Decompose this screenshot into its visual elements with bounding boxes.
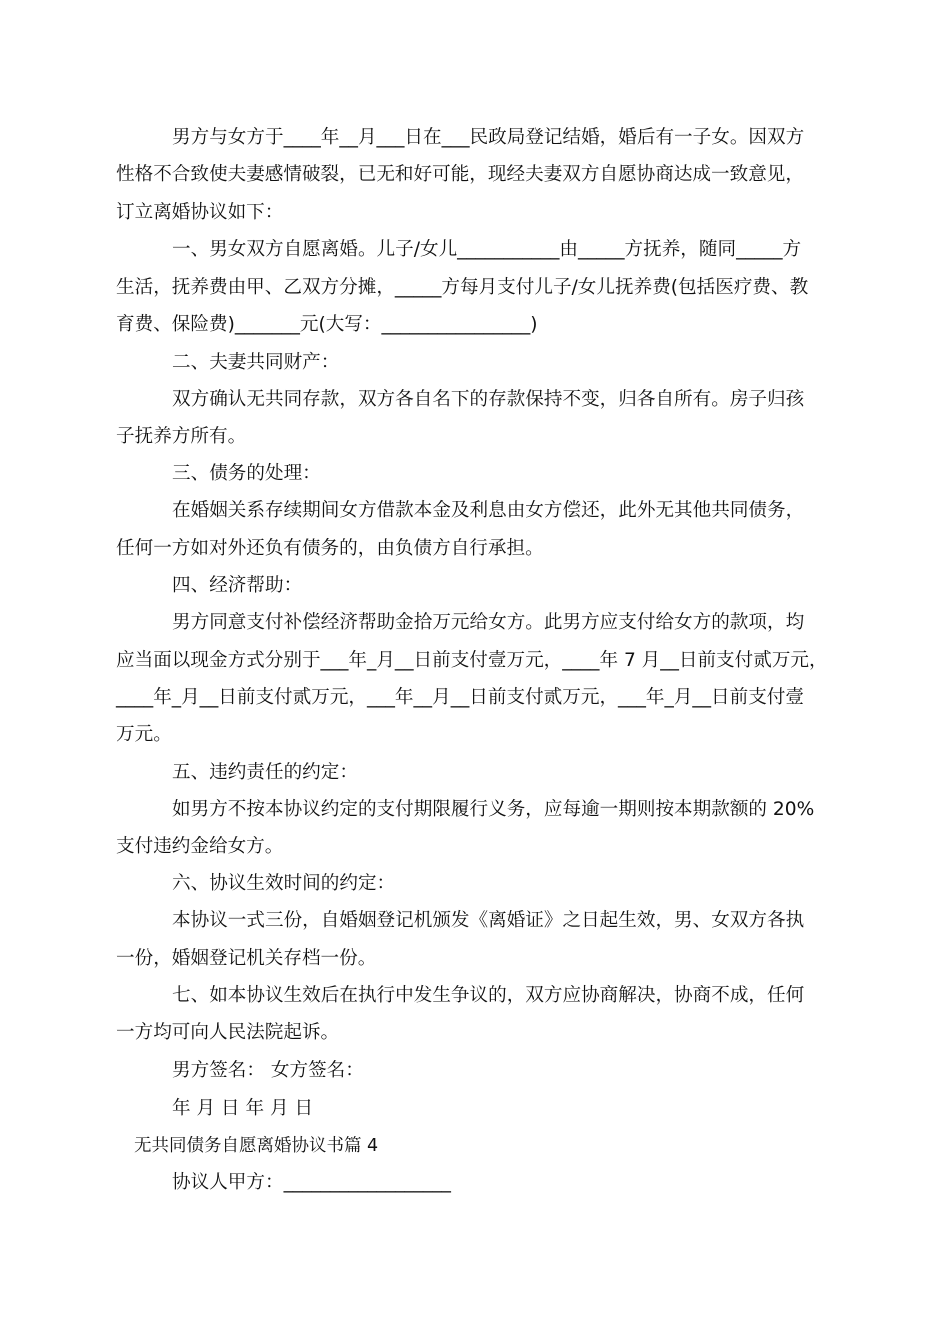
section-heading: 二、夫妻共同财产： bbox=[172, 352, 340, 373]
body-text-line: 任何一方如对外还负有债务的，由负债方自行承担。 bbox=[116, 538, 544, 559]
section-1-line: 一、男女双方自愿离婚。儿子/女儿___________由_____方抚养，随同_____方 bbox=[172, 239, 802, 260]
body-text-line: 万元。 bbox=[116, 724, 172, 745]
body-text-line: 订立离婚协议如下： bbox=[116, 202, 284, 223]
next-section-title: 无共同债务自愿离婚协议书篇 4 bbox=[134, 1136, 379, 1156]
body-text-line: 在婚姻关系存续期间女方借款本金及利息由女方偿还，此外无其他共同债务， bbox=[172, 500, 805, 521]
body-text-line: ____年_月__日前支付贰万元，___年__月__日前支付贰万元，___年_月__日前支付壹 bbox=[116, 687, 804, 708]
body-text-line: 育费、保险费)_______元(大写：________________) bbox=[116, 314, 538, 335]
section-heading: 四、经济帮助： bbox=[172, 575, 303, 596]
body-text-line: 一方均可向人民法院起诉。 bbox=[116, 1022, 340, 1043]
body-text-line: 男方同意支付补偿经济帮助金拾万元给女方。此男方应支付给女方的款项，均 bbox=[172, 612, 805, 633]
body-text-line: 支付违约金给女方。 bbox=[116, 836, 284, 857]
body-text-line: 子抚养方所有。 bbox=[116, 426, 247, 447]
date-line: 年 月 日 年 月 日 bbox=[172, 1098, 314, 1119]
body-text-line: 男方与女方于____年__月___日在___民政局登记结婚，婚后有一子女。因双方 bbox=[172, 127, 805, 148]
signature-line: 男方签名： 女方签名： bbox=[172, 1060, 364, 1081]
section-heading: 五、违约责任的约定： bbox=[172, 762, 358, 783]
section-7-line: 七、如本协议生效后在执行中发生争议的，双方应协商解决，协商不成，任何 bbox=[172, 985, 805, 1006]
body-text-line: 性格不合致使夫妻感情破裂，已无和好可能，现经夫妻双方自愿协商达成一致意见， bbox=[116, 164, 804, 185]
section-heading: 三、债务的处理： bbox=[172, 463, 321, 484]
party-a-line: 协议人甲方：__________________ bbox=[172, 1172, 451, 1193]
body-text-line: 如男方不按本协议约定的支付期限履行义务，应每逾一期则按本期款额的 20% bbox=[172, 799, 815, 820]
body-text-line: 生活，抚养费由甲、乙双方分摊，_____方每月支付儿子/女儿抚养费(包括医疗费、教 bbox=[116, 277, 809, 298]
body-text-line: 应当面以现金方式分别于___年_月__日前支付壹万元，____年 7 月__日前支付贰万元， bbox=[116, 650, 828, 671]
body-text-line: 本协议一式三份，自婚姻登记机颁发《离婚证》之日起生效，男、女双方各执 bbox=[172, 910, 805, 931]
body-text-line: 双方确认无共同存款，双方各自名下的存款保持不变，归各自所有。房子归孩 bbox=[172, 389, 805, 410]
body-text-line: 一份，婚姻登记机关存档一份。 bbox=[116, 948, 377, 969]
section-heading: 六、协议生效时间的约定： bbox=[172, 873, 396, 894]
